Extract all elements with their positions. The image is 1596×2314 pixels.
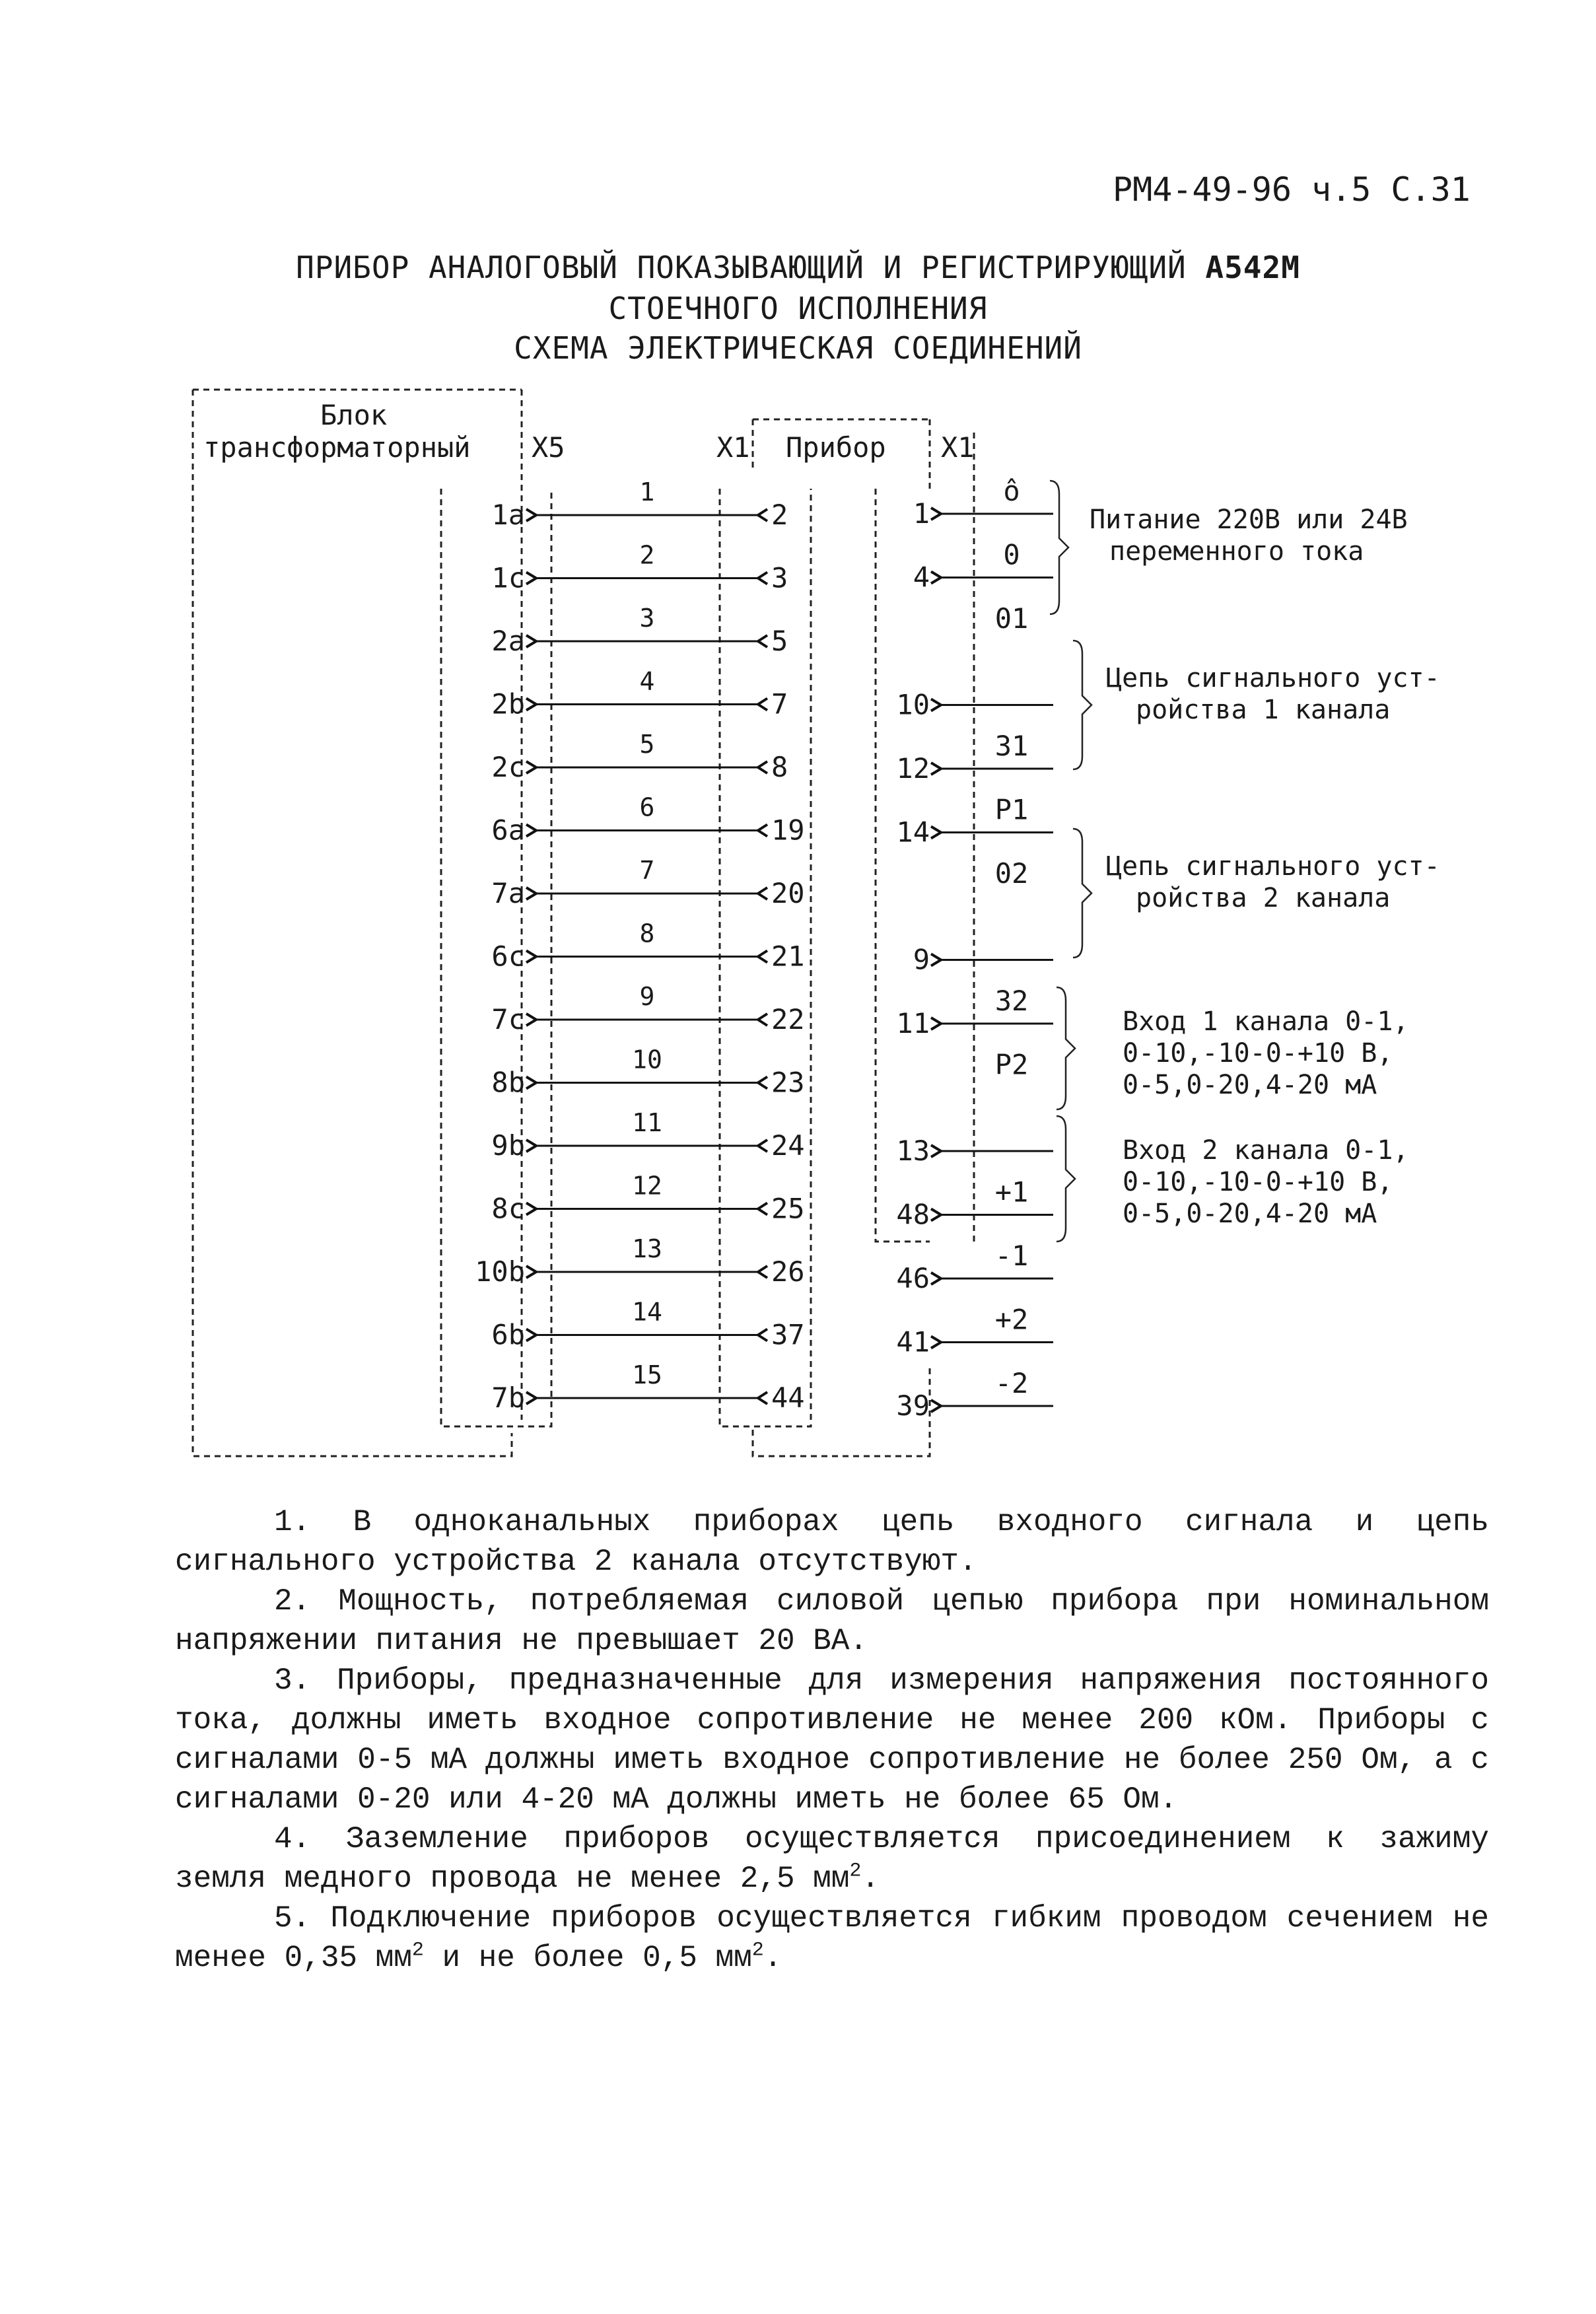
document-reference: РМ4-49-96 ч.5 С.31: [1113, 170, 1471, 209]
output-signal-label: З2: [994, 985, 1029, 1017]
notes-section: [175, 1502, 1489, 1978]
wire-number: 11: [632, 1108, 662, 1137]
device-name: Прибор: [786, 431, 886, 464]
output-arrow: [931, 699, 941, 711]
left-arrow: [526, 1392, 536, 1404]
wire-number: 10: [632, 1045, 662, 1074]
output-signal-label: Р1: [994, 793, 1029, 826]
power-note-1: Питание 220В или 24В: [1090, 505, 1408, 535]
x5-pin-label: 1а: [491, 499, 525, 531]
left-arrow: [526, 1266, 536, 1278]
right-arrow: [758, 761, 767, 773]
note-4-superscript: 2: [849, 1860, 862, 1883]
output-signal-label: -2: [994, 1367, 1029, 1399]
output-signal-label: +1: [994, 1175, 1029, 1209]
right-arrow: [758, 1392, 767, 1404]
signal2-note-1: Цепь сигнального уст-: [1106, 851, 1440, 882]
signal2-note-2: ройства 2 канала: [1136, 883, 1391, 913]
wire-number: 13: [632, 1234, 662, 1263]
output-arrow: [931, 763, 941, 775]
left-arrow: [526, 761, 536, 773]
output-pin-label: 11: [896, 1007, 930, 1039]
connector-x1-left-label: Х1: [716, 431, 750, 464]
left-arrow: [526, 699, 536, 711]
left-arrow: [526, 573, 536, 584]
output-signal-label: З1: [994, 730, 1029, 762]
signal1-note-2: ройства 1 канала: [1136, 695, 1391, 725]
input2-note-3: 0-5,0-20,4-20 мА: [1123, 1199, 1377, 1229]
wire-number: 8: [639, 919, 655, 948]
output-pin-label: 14: [896, 816, 930, 849]
power-note-2: переменного тока: [1109, 536, 1364, 567]
right-arrow: [758, 573, 767, 584]
output-pin-label: 13: [896, 1135, 930, 1167]
output-pin-label: 12: [896, 752, 930, 785]
group-brace: [1057, 1116, 1075, 1242]
x1-pin-label: 23: [771, 1066, 805, 1099]
left-arrow: [526, 1140, 536, 1152]
note-5-end: .: [763, 1941, 782, 1975]
output-pin-label: 4: [913, 561, 930, 594]
wire-number: 7: [639, 856, 655, 885]
group-brace: [1050, 481, 1068, 614]
left-arrow: [526, 635, 536, 647]
note-5-text: 5. Подключение приборов осуществляется гибким проводом сечением не менее 0,35 мм: [175, 1901, 1489, 1975]
output-signal-label: -1: [994, 1240, 1029, 1272]
output-signal-label: 0: [1003, 538, 1020, 571]
left-arrow: [526, 888, 536, 899]
x5-pin-label: 7b: [491, 1382, 525, 1414]
x5-pin-label: 6b: [491, 1318, 525, 1351]
x1-pin-label: 25: [771, 1192, 805, 1225]
note-5: [175, 1899, 1489, 1978]
title-line-2: СТОЕЧНОГО ИСПОЛНЕНИЯ: [608, 291, 988, 326]
output-signal-label: ô: [1003, 475, 1020, 507]
x5-pin-label: 2с: [491, 751, 525, 783]
connector-x5-label: Х5: [532, 431, 565, 464]
output-signal-label: +2: [994, 1303, 1029, 1336]
x1-pin-label: 20: [771, 877, 805, 909]
x1-pin-label: 24: [771, 1129, 805, 1162]
right-arrow: [758, 888, 767, 899]
input1-note-3: 0-5,0-20,4-20 мА: [1123, 1070, 1377, 1100]
input2-note-1: Вход 2 канала 0-1,: [1123, 1135, 1409, 1166]
title-text: ПРИБОР АНАЛОГОВЫЙ ПОКАЗЫВАЮЩИЙ И РЕГИСТРИРУЮЩИЙ: [296, 250, 1206, 285]
x1-pin-label: 5: [771, 625, 788, 657]
output-arrow: [931, 572, 941, 584]
output-arrow: [931, 1145, 941, 1157]
output-pin-label: 39: [896, 1389, 930, 1422]
block-name-2: трансформаторный: [203, 431, 471, 464]
output-arrow: [931, 1337, 941, 1349]
right-arrow: [758, 1266, 767, 1278]
note-5-superscript-2: 2: [751, 1939, 764, 1962]
wire-number: 9: [639, 982, 655, 1011]
left-arrow: [526, 509, 536, 521]
group-brace: [1073, 641, 1092, 769]
x5-pin-label: 1с: [491, 561, 525, 594]
group-brace: [1073, 829, 1092, 958]
x5-pin-label: 2а: [491, 625, 525, 657]
output-signal-label: 02: [994, 857, 1029, 890]
x5-pin-label: 8с: [491, 1192, 525, 1225]
connector-x1-right-label: Х1: [941, 431, 975, 464]
x5-pin-label: 8b: [491, 1066, 525, 1099]
output-arrow: [931, 954, 941, 966]
output-signal-label: Р2: [994, 1048, 1029, 1081]
output-pin-label: 46: [896, 1262, 930, 1294]
note-2: 2. Мощность, потребляемая силовой цепью прибора при номинальном напряжении питания не превышает 20 ВА.: [175, 1584, 1489, 1658]
output-arrow: [931, 1400, 941, 1412]
note-4-end: .: [861, 1862, 880, 1896]
x5-pin-label: 10b: [475, 1255, 525, 1288]
block-name: Блок: [320, 399, 388, 431]
left-arrow: [526, 1077, 536, 1089]
output-arrow: [931, 1273, 941, 1284]
note-3: 3. Приборы, предназначенные для измерения напряжения постоянного тока, должны иметь входное сопротивление не менее 200 кОм. Приборы с сигналами 0-5 мА должны иметь входное сопротивление не более 250 Ом, а с сигналами 0-20 или 4-20 мА должны иметь не более 65 Ом.: [175, 1664, 1489, 1817]
x1-pin-label: 7: [771, 687, 788, 720]
wire-number: 3: [639, 604, 655, 633]
right-arrow: [758, 825, 767, 837]
output-signal-label: 01: [994, 602, 1029, 635]
output-pin-label: 9: [913, 943, 930, 976]
wire-number: 14: [632, 1297, 662, 1327]
x1-pin-label: 19: [771, 814, 805, 847]
right-arrow: [758, 635, 767, 647]
output-arrow: [931, 1209, 941, 1221]
note-5-middle: и не более 0,5 мм: [423, 1941, 752, 1975]
right-arrow: [758, 1077, 767, 1089]
x5-pin-label: 7а: [491, 877, 525, 909]
wire-number: 2: [639, 540, 655, 570]
wire-number: 6: [639, 792, 655, 822]
x1-pin-label: 2: [771, 499, 788, 531]
right-arrow: [758, 1203, 767, 1215]
x1-pin-label: 37: [771, 1318, 805, 1351]
wire-number: 1: [639, 477, 655, 507]
output-arrow: [931, 508, 941, 520]
x1-pin-label: 26: [771, 1255, 805, 1288]
x5-pin-label: 6с: [491, 940, 525, 973]
x5-pin-label: 2b: [491, 687, 525, 720]
output-pin-label: 10: [896, 688, 930, 721]
output-pin-label: 1: [913, 497, 930, 530]
wire-number: 12: [632, 1171, 662, 1201]
x1-pin-label: 44: [771, 1382, 805, 1414]
note-4: [175, 1819, 1489, 1899]
left-arrow: [526, 825, 536, 837]
title-line-3: СХЕМА ЭЛЕКТРИЧЕСКАЯ СОЕДИНЕНИЙ: [514, 330, 1082, 366]
output-pin-label: 41: [896, 1325, 930, 1358]
x1-pin-label: 21: [771, 940, 805, 973]
output-pin-label: 48: [896, 1198, 930, 1231]
model-number: А542М: [1205, 250, 1300, 285]
x1-pin-label: 8: [771, 751, 788, 783]
signal1-note-1: Цепь сигнального уст-: [1106, 663, 1440, 693]
wire-number: 15: [632, 1360, 662, 1389]
wire-number: 4: [639, 666, 655, 696]
x1-pin-label: 22: [771, 1003, 805, 1035]
x5-pin-label: 7с: [491, 1003, 525, 1035]
note-4-text: 4. Заземление приборов осуществляется присоединением к зажиму земля медного провода не менее 2,5 мм: [175, 1822, 1489, 1896]
group-brace: [1057, 987, 1075, 1109]
left-arrow: [526, 1014, 536, 1026]
x5-pin-label: 6а: [491, 814, 525, 847]
output-arrow: [931, 1018, 941, 1030]
output-arrow: [931, 827, 941, 839]
left-arrow: [526, 1329, 536, 1341]
right-arrow: [758, 951, 767, 963]
input1-note-2: 0-10,-10-0-+10 В,: [1123, 1038, 1393, 1069]
note-1: 1. В одноканальных приборах цепь входного сигнала и цепь сигнального устройства 2 канала отсутствуют.: [175, 1505, 1489, 1579]
left-arrow: [526, 1203, 536, 1215]
wire-number: 5: [639, 730, 655, 759]
x1-pin-label: 3: [771, 561, 788, 594]
note-5-superscript-1: 2: [411, 1939, 424, 1962]
right-arrow: [758, 1140, 767, 1152]
right-arrow: [758, 509, 767, 521]
transformer-block-outline: [193, 390, 522, 1456]
x5-pin-label: 9b: [491, 1129, 525, 1162]
right-arrow: [758, 1329, 767, 1341]
input2-note-2: 0-10,-10-0-+10 В,: [1123, 1167, 1393, 1197]
left-arrow: [526, 951, 536, 963]
input1-note-1: Вход 1 канала 0-1,: [1123, 1006, 1409, 1037]
right-arrow: [758, 1014, 767, 1026]
right-arrow: [758, 699, 767, 711]
